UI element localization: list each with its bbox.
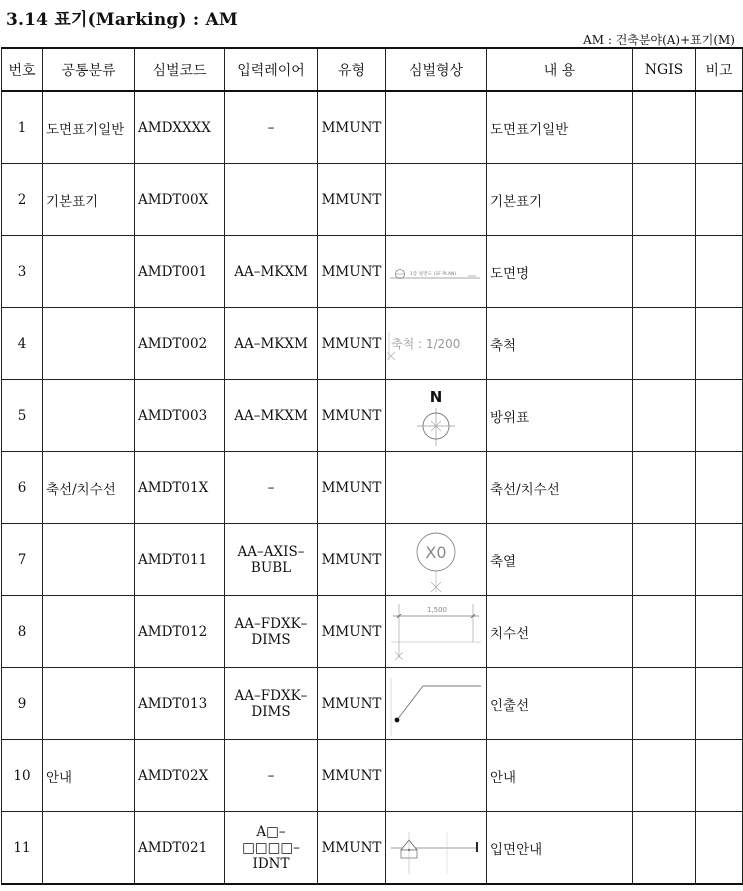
plan-title-symbol — [388, 252, 484, 292]
cell-code: AMDT013 — [135, 668, 225, 740]
axis-bubble-symbol — [387, 526, 485, 594]
cell-symbol — [386, 164, 487, 236]
cell-note — [696, 596, 743, 668]
header-symbol-shape: 심벌형상 — [386, 48, 487, 91]
cell-number: 2 — [2, 164, 43, 236]
cell-ngis — [633, 380, 696, 452]
cell-type: MMUNT — [318, 668, 386, 740]
cell-code: AMDT002 — [135, 308, 225, 380]
scale-text: 축척 : 1/200 — [391, 336, 461, 351]
cell-content: 축척 — [487, 308, 633, 380]
cell-layer: – — [225, 91, 318, 164]
elevation-marker-icon — [387, 814, 485, 882]
table-row — [2, 91, 743, 164]
header-category: 공통분류 — [43, 48, 135, 91]
cell-type: MMUNT — [318, 524, 386, 596]
table-row — [2, 236, 743, 308]
cell-layer: AA–MKXM — [225, 380, 318, 452]
cell-category — [43, 812, 135, 885]
cell-ngis — [633, 812, 696, 885]
cell-note — [696, 812, 743, 885]
leader-line-symbol — [387, 670, 485, 738]
cell-number: 10 — [2, 740, 43, 812]
cell-layer: A□–□□□□–IDNT — [225, 812, 318, 885]
table-row — [2, 308, 743, 380]
cell-code: AMDT001 — [135, 236, 225, 308]
cell-note — [696, 452, 743, 524]
cell-category — [43, 380, 135, 452]
header-input-layer: 입력레이어 — [225, 48, 318, 91]
cell-ngis — [633, 308, 696, 380]
cell-layer: AA–MKXM — [225, 308, 318, 380]
cell-type: MMUNT — [318, 452, 386, 524]
cell-number: 3 — [2, 236, 43, 308]
page-subtitle: AM : 건축분야(A)+표기(M) — [583, 33, 735, 47]
cell-number: 1 — [2, 91, 43, 164]
cell-type: MMUNT — [318, 380, 386, 452]
table-row — [2, 380, 743, 452]
cell-number: 5 — [2, 380, 43, 452]
table-row — [2, 668, 743, 740]
page-title: 3.14 표기(Marking) : AM — [6, 10, 238, 30]
cell-number: 8 — [2, 596, 43, 668]
cell-symbol — [386, 91, 487, 164]
cell-code: AMDXXXX — [135, 91, 225, 164]
cell-content: 도면표기일반 — [487, 91, 633, 164]
cell-content: 도면명 — [487, 236, 633, 308]
cell-layer: AA–MKXM — [225, 236, 318, 308]
cell-category — [43, 308, 135, 380]
table-row — [2, 740, 743, 812]
cell-note — [696, 524, 743, 596]
cell-note — [696, 91, 743, 164]
cell-layer — [225, 164, 318, 236]
cell-layer: AA–FDXK–DIMS — [225, 596, 318, 668]
cell-content: 축선/치수선 — [487, 452, 633, 524]
cell-ngis — [633, 524, 696, 596]
cell-category: 안내 — [43, 740, 135, 812]
cell-code: AMDT012 — [135, 596, 225, 668]
plan-title-text: 1층 평면도 (1F PLAN) — [410, 271, 457, 277]
dimension-line-symbol — [387, 598, 485, 666]
cell-symbol — [386, 524, 487, 596]
cell-note — [696, 668, 743, 740]
cell-ngis — [633, 740, 696, 812]
cell-ngis — [633, 452, 696, 524]
header-row — [2, 48, 743, 91]
cell-category — [43, 596, 135, 668]
cell-layer: AA–AXIS–BUBL — [225, 524, 318, 596]
cell-content: 안내 — [487, 740, 633, 812]
cell-symbol — [386, 812, 487, 885]
table-row — [2, 452, 743, 524]
axis-label: X0 — [425, 542, 447, 562]
cell-number: 4 — [2, 308, 43, 380]
north-arrow-icon — [387, 382, 485, 450]
table-row — [2, 812, 743, 885]
header-number: 번호 — [2, 48, 43, 91]
table-row — [2, 596, 743, 668]
header-content: 내 용 — [487, 48, 633, 91]
cell-ngis — [633, 596, 696, 668]
cell-layer: – — [225, 452, 318, 524]
cell-category — [43, 668, 135, 740]
cell-symbol — [386, 308, 487, 380]
dimension-value: 1,500 — [426, 605, 448, 614]
cell-layer: AA–FDXK–DIMS — [225, 668, 318, 740]
cell-code: AMDT021 — [135, 812, 225, 885]
cell-code: AMDT01X — [135, 452, 225, 524]
cell-ngis — [633, 668, 696, 740]
header-ngis: NGIS — [633, 48, 696, 91]
cell-category: 축선/치수선 — [43, 452, 135, 524]
scale-symbol — [387, 324, 485, 364]
cell-content: 입면안내 — [487, 812, 633, 885]
cell-note — [696, 164, 743, 236]
cell-category: 기본표기 — [43, 164, 135, 236]
cell-layer: – — [225, 740, 318, 812]
cell-symbol — [386, 236, 487, 308]
cell-type: MMUNT — [318, 236, 386, 308]
cell-type: MMUNT — [318, 740, 386, 812]
table-row — [2, 164, 743, 236]
cell-symbol — [386, 452, 487, 524]
cell-content: 치수선 — [487, 596, 633, 668]
cell-content: 방위표 — [487, 380, 633, 452]
cell-ngis — [633, 91, 696, 164]
cell-ngis — [633, 236, 696, 308]
cell-category: 도면표기일반 — [43, 91, 135, 164]
cell-note — [696, 236, 743, 308]
cell-number: 6 — [2, 452, 43, 524]
header-symbol-code: 심벌코드 — [135, 48, 225, 91]
cell-content: 축열 — [487, 524, 633, 596]
cell-type: MMUNT — [318, 812, 386, 885]
cell-number: 9 — [2, 668, 43, 740]
cell-code: AMDT02X — [135, 740, 225, 812]
north-label: N — [429, 387, 443, 406]
cell-symbol — [386, 380, 487, 452]
cell-category — [43, 236, 135, 308]
cell-note — [696, 308, 743, 380]
cell-symbol — [386, 668, 487, 740]
cell-content: 기본표기 — [487, 164, 633, 236]
header-type: 유형 — [318, 48, 386, 91]
cell-code: AMDT003 — [135, 380, 225, 452]
cell-type: MMUNT — [318, 91, 386, 164]
cell-note — [696, 740, 743, 812]
cell-number: 11 — [2, 812, 43, 885]
cell-type: MMUNT — [318, 596, 386, 668]
cell-note — [696, 380, 743, 452]
cell-content: 인출선 — [487, 668, 633, 740]
table-row — [2, 524, 743, 596]
cell-number: 7 — [2, 524, 43, 596]
cell-code: AMDT00X — [135, 164, 225, 236]
cell-code: AMDT011 — [135, 524, 225, 596]
cell-type: MMUNT — [318, 308, 386, 380]
cell-type: MMUNT — [318, 164, 386, 236]
cell-category — [43, 524, 135, 596]
header-remarks: 비고 — [696, 48, 743, 91]
cell-symbol — [386, 740, 487, 812]
cell-symbol — [386, 596, 487, 668]
symbol-table — [1, 47, 743, 885]
cell-ngis — [633, 164, 696, 236]
